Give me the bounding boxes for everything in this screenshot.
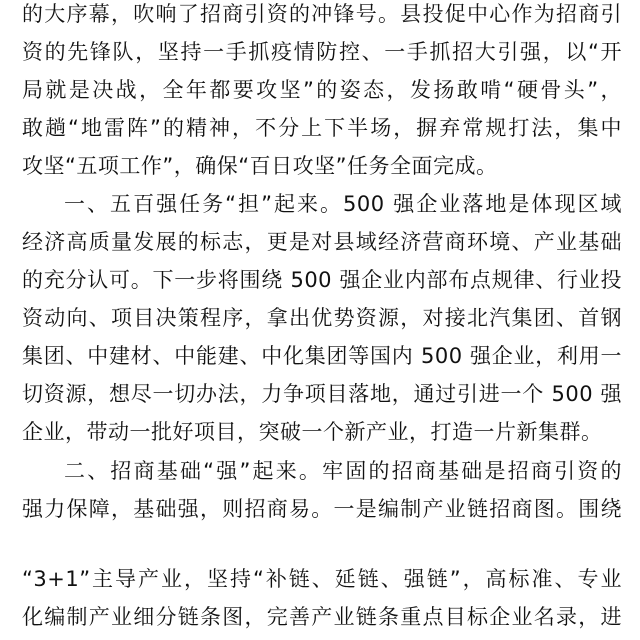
text-line: 敢趟“地雷阵”的精神，不分上下半场，摒弃常规打法，集中 xyxy=(22,116,622,140)
paragraph-heading-line: 一、五百强任务“担”起来。500 强企业落地是体现区域 xyxy=(64,192,622,216)
text-line: “3+1”主导产业，坚持“补链、延链、强链”，高标准、专业 xyxy=(22,567,622,591)
text-line: 局就是决战，全年都要攻坚”的姿态，发扬敢啃“硬骨头”， xyxy=(22,78,622,102)
text-line: 强力保障，基础强，则招商易。一是编制产业链招商图。围绕 xyxy=(22,497,622,521)
text-line: 化编制产业细分链条图，完善产业链条重点目标企业名录，进 xyxy=(22,605,622,629)
text-line: 企业，带动一批好项目，突破一个新产业，打造一片新集群。 xyxy=(22,420,603,444)
text-line: 的充分认可。下一步将围绕 500 强企业内部布点规律、行业投 xyxy=(22,268,622,292)
text-line: 资动向、项目决策程序，拿出优势资源，对接北汽集团、首钢 xyxy=(22,306,622,330)
text-line: 集团、中建材、中能建、中化集团等国内 500 强企业，利用一 xyxy=(22,344,622,368)
text-line: 攻坚“五项工作”，确保“百日攻坚”任务全面完成。 xyxy=(22,154,498,178)
text-line: 的大序幕，吹响了招商引资的冲锋号。县投促中心作为招商引 xyxy=(22,2,622,26)
text-line: 资的先锋队，坚持一手抓疫情防控、一手抓招大引强，以“开 xyxy=(22,40,622,64)
paragraph-heading-line: 二、招商基础“强”起来。牢固的招商基础是招商引资的 xyxy=(64,459,622,483)
text-line: 经济高质量发展的标志，更是对县域经济营商环境、产业基础 xyxy=(22,230,622,254)
text-line: 切资源，想尽一切办法，力争项目落地，通过引进一个 500 强 xyxy=(22,382,622,406)
